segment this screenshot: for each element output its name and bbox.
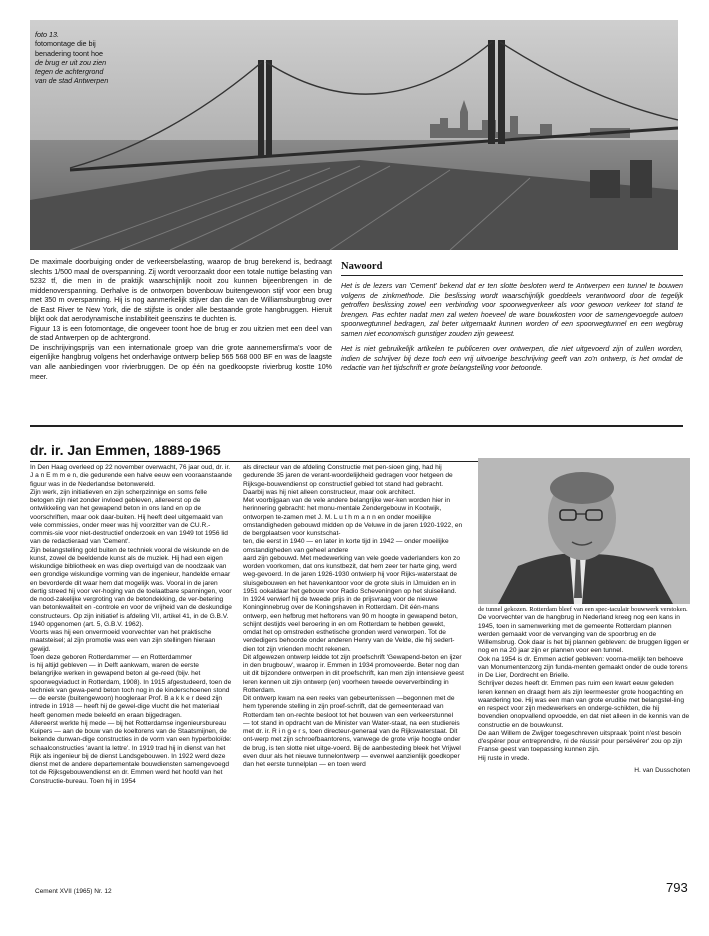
photo-caption-line: tegen de achtergrond — [35, 67, 104, 77]
obituary-column-3 — [478, 606, 690, 775]
photo-caption — [35, 30, 135, 86]
portrait-photo — [478, 458, 690, 604]
photo-caption-number: foto 13. — [35, 30, 59, 39]
section-divider — [30, 425, 683, 427]
nawoord-title: Nawoord — [341, 261, 383, 272]
photo-caption-line: fotomontage die bij — [35, 39, 96, 49]
photo-caption-line: de brug er uit zou zien — [35, 57, 107, 67]
obituary-column-3-body: De voorvechter van de hangbrug in Nederland kreeg nog een kans in 1945, toen in samenwerking met de gemeente Rotterdam plannen werden gemaakt voor de vervanging van de spoorbrug en de Willemsbrug. Ook daar is het bij plannen gebleven: de bruggen liggen er nog en na 20 jaar zijn er plannen voor een tunnel. Ook na 1954 is dr. Emmen actief gebleven: voorna-melijk ten behoeve van Monumentenzorg zijn funda-menten gemaakt onder de oude torens in De Lier, Dordrecht en Brielle. Schrijver dezes heeft dr. Emmen pas ruim een kwart eeuw geleden leren kennen en draagt hem als zijn leermeester grote hoogachting en waardering toe. Hij was een man van grote eruditie met belangstel-ling en respect voor zijn medewerkers en onderge-schikten, die hij bovendien onopvallend opvoedde, en dat niet alleen in de kennis van de constructie en de bouwkunst. De aan Willem de Zwijger toegeschreven uitspraak 'point n'est besoin d'espérer pour entreprendre, ni de réussir pour persévérer' zou op zijn Franse geest van toepassing kunnen zijn. Hij ruste in vrede. — [478, 614, 690, 762]
article-paragraph: De maximale doorbuiging onder de verkeersbelasting, waarop de brug berekend is, bedraagt slechts 1/500 maal de overspanning. Zij wordt veroorzaakt door een totale nuttige belasting van 5232 tf, die men in de praktijk waarschijnlijk nooit zou kunnen bijeenbrengen in de middenoverspanning. Derhalve is de ontworpen bovenbouw buitengewoon stijf voor een brug met 350 m overspanning. Hij is nog aanmerkelijk stijver dan die van de Williamsburgbrug over de East River te New York, die de stijfste is onder alle bestaande grote hangbruggen. Hieruit blijkt ook dat aerodynamische instabiliteit geenszins te duchten is. — [30, 258, 332, 324]
photo-caption-line: benadering toont hoe — [35, 48, 103, 58]
obituary-column-1: In Den Haag overleed op 22 november overwacht, 76 jaar oud, dr. ir. J a n E m m e n, die gedurende een halve eeuw een vooraanstaande figuur was in de Nederlandse betonwereld. Zijn werk, zijn initiatieven en zijn scherpzinnige en soms felle betogen zijn niet zonder invloed gebleven, allereerst op de ontwikkeling van het gewapend beton in ons land en op de voorschriften, maar ook daar-buiten. Hij heeft deel uitgemaakt van vele commissies, onder meer was hij voorzitter van de CU.R.-commis-sie voor niet-destructief onderzoek en van 1949 tot 1956 lid van de redactieraad van 'Cement'. Zijn belangstelling gold buiten de techniek vooral de wiskunde en de kunst, zowel de beeldende kunst als de muziek. Hij had een eigen wiskundige bibliotheek en was diep overtuigd van de noodzaak van een grondige wiskundige vorming van de ingenieur, handelde ernaar en bevorderde dit waar hem dat mogelijk was. Vooral in de jaren dertig streed hij voor ver-hoging van de toelaatbare spanningen, voor de nood-zakelijke vergroting van de betondekking, de ver-betering van betonkwaliteit en -controle en voor de vrijheid van de deskundige constructeurs. Op zijn initiatief is afdeling VII, artikel 41, in de G.B.V. 1940 opgenomen (art. 5, G.B.V. 1962). Voorts was hij een onvermoeid voorvechter van het praktische maatsteisel; al zijn promotie was een van zijn stellingen hieraan gewijd. Toen deze geboren Rotterdammer — en Rotterdammer is hij altijd gebleven — in Delft aankwam, waren de eerste belangrijke werken in gewapend beton al ge-reed (bijv. het spoorwegviaduct in Rotterdam, 1908). In 1915 afgestudeerd, toen de techniek van gewa-pend beton toch nog in de kinderschoenen stond — de eerste (buitengewoon) hoogleraar Prof. B a k k e r deed zijn intrede in 1918 — heeft hij de gewel-dige vlucht die het materiaal heeft genomen mede beleefd en eraan bijgedragen. Allereerst werkte hij mede — bij het Rotterdamse ingenieursbureau Kuipers — aan de bouw van de koeltorens van de Staatsmijnen, de bekende dunwan-dige constructies in de vorm van een hyperboloïde: schaalconstructies 'avant la lettre'. In 1919 trad hij in dienst van het Rijk als ingenieur bij de dienst Landsgebouwen. In 1922 werd deze dienst met de andere departementale bouwdiensten samengevoegd tot de Rijksgebouwendienst en dr. Emmen werd het hoofd van het Constructie-bureau. Toen hij in 1954 — [30, 464, 232, 785]
nawoord-section — [341, 261, 683, 374]
article-paragraph: Figuur 13 is een fotomontage, die ongeveer toont hoe de brug er zou uitzien met een deel van de stad Antwerpen op de achtergrond. — [30, 324, 332, 343]
article-body — [30, 258, 332, 382]
obituary-signature: H. van Dusschoten — [634, 766, 690, 774]
obituary-title: dr. ir. Jan Emmen, 1889-1965 — [30, 442, 221, 458]
portrait-illustration — [478, 458, 690, 604]
article-paragraph: De inschrijvingsprijs van een internationale groep van drie grote aannemersfirma's voor de eigenlijke hangbrug volgens het onderhavige ontwerp beliep 565 568 000 BF en was de laagste van alle aanbiedingen voor rivierbruggen. De op één na goedkoopste rivierbrug kostte 10% meer. — [30, 343, 332, 381]
nawoord-paragraph: Het is de lezers van 'Cement' bekend dat er ten slotte besloten werd te Antwerpen een tunnel te bouwen volgens de zinkmethode. Die beslissing wordt waarschijnlijk goeddeels verantwoord door de tegelijk getroffen beslissing zowel een verbinding voor spoorwegverkeer als voor gewoon verkeer tot stand te brengen. Pas echter nadat men zal weten hoeveel de ware bouwkosten voor de samengevoegde autoen spoorwegtunnel bedragen, zal beter uitgemaakt kunnen worden of een spoorwegtunnel en een wegbrug samen niet economisch gunstiger zouden zijn geweest. — [341, 282, 683, 338]
page-number: 793 — [666, 880, 688, 895]
obituary-column-3-lead: de tunnel gekozen. Rotterdam bleef van een spec-taculair bouwwerk verstoken. — [478, 606, 688, 613]
journal-reference: Cement XVII (1965) Nr. 12 — [35, 888, 112, 895]
nawoord-rule — [341, 275, 683, 276]
obituary-column-2: als directeur van de afdeling Constructie met pen-sioen ging, had hij gedurende 35 jaren de verant-woordelijkheid gedragen voor hetgeen de Rijksge-bouwendienst op constructief gebied tot stand had gebracht. Daarbij was hij niet alleen constructeur, maar ook architect. Met voorbijgaan van de vele andere belangrijke wer-ken worden hier in herinnering gebracht: het monu-mentale Zendergebouw in Kootwijk, ontworpen te-zamen met J. M. L u t h m a n n en onder moeilijke omstandigheden gebouwd midden op de Veluwe in de jaren 1920-1922, en de bergplaatsen voor kunstschat- ten, die eerst in 1940 — en later in korte tijd in 1942 — onder moeilijke omstandigheden van geheel andere aard zijn gebouwd. Met medewerking van vele goede vaderlanders kon zo worden voorkomen, dat ons kunstbezit, dat hem zeer ter harte ging, werd weg-gevoerd. In de jaren 1926-1930 ontwierp hij voor Rijks-waterstaat de sluisgebouwen en het havenkantoor voor de grote sluis in IJmuiden en in 1951 ookaldaar het gebouw voor Radio Scheveningen op het sluiseiland. In 1924 verwierf hij de tweede prijs in de prijsvraag voor de nieuwe Koninginnebrug over de Koningshaven in Rotterdam. Dit één-mans ontwerp, een hefbrug met heftorens van 90 m hoogte in gewapend beton, schijnt destijds veel beroering in en om Rotterdam te hebben gewekt, omdat het op omstreden esthetische gronden werd verworpen. Tot de verdedigers behoorde onder anderen Henry van de Velde, die hij sedert-dien tot zijn vrienden mocht rekenen. Dit afgewezen ontwerp leidde tot zijn proefschrift 'Gewapend-beton en ijzer in den brugbouw', waarop ir. Emmen in 1934 promoveerde. Beter nog dan uit dit bijzondere ontwerpen in dit proefschrift, kan men zijn intensieve geest leren kennen uit zijn ontwerp (en) voorheen tweede oeververbinding in Rotterdam. Dit ontwerp kwam na een reeks van gebeurtenissen —begonnen met de hem typerende stelling in zijn proef-schrift, dat de gemeenteraad van Rotterdam ten on-rechte besloot tot het bouwen van een verkeerstunnel — tot stand in opdracht van de Minister van Water-staat, na een studiereis met dr. ir. R i n g e r s, toen directeur-generaal van de Rijkswaterstaat. Dit ont-werp met zijn schroefbaantorens, vanwege de grote vrije hoogte onder de brug, is ten slotte niet uitge-voerd. Bij de aanbesteding bleek het Vrijwel even duur als het nieuwe tunnelontwerp — evenwel aanzienlijk goedkoper dan het eerste tunnelplan — en toen werd — [243, 464, 465, 768]
nawoord-paragraph: Het is niet gebruikelijk artikelen te publiceren over ontwerpen, die niet uitgevoerd zijn of zullen worden, indien de schrijver bij deze toch een vrij uitvoerige beschrijving geeft van zo'n ontwerp, is het omdat de redactie van het tijdschrift er grote belangstelling voor betoonde. — [341, 345, 683, 373]
photo-caption-line: van de stad Antwerpen — [35, 76, 109, 86]
